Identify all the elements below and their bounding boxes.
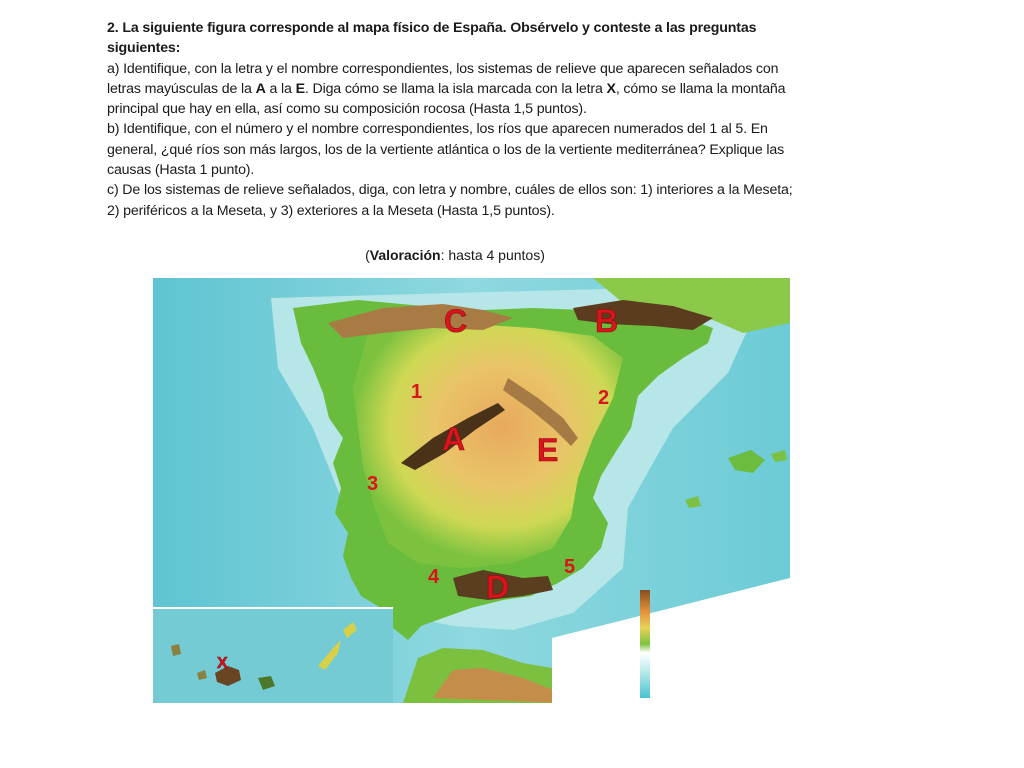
valoracion-line: (Valoración: hasta 4 puntos) bbox=[365, 247, 545, 263]
valoracion-rest: : hasta 4 puntos bbox=[440, 247, 541, 263]
question-part-c: c) De los sistemas de relieve señalados, diga, con letra y nombre, cuáles de ellos son: 1) interiores a la Meseta; 2) periféricos a la Meseta, y 3) exteriores a la Meseta (Hasta 1,5 puntos). bbox=[107, 182, 793, 219]
question-text bbox=[107, 18, 807, 221]
part-a-bold-a: A bbox=[255, 80, 266, 97]
river-number-4: 4 bbox=[428, 566, 440, 588]
label-letter-c: C bbox=[444, 303, 468, 339]
river-number-1: 1 bbox=[411, 381, 423, 403]
river-number-5: 5 bbox=[564, 556, 576, 578]
label-letter-b: B bbox=[595, 303, 619, 339]
label-letter-e: E bbox=[537, 432, 559, 468]
label-letter-d: D bbox=[486, 569, 510, 605]
part-a-text-3: . Diga cómo se llama la isla marcada con la letra bbox=[304, 80, 607, 97]
part-a-bold-e: E bbox=[295, 80, 305, 97]
river-number-3: 3 bbox=[367, 473, 379, 495]
part-a-text-2: a la bbox=[265, 80, 296, 97]
canary-inset bbox=[153, 608, 393, 703]
valoracion-label: Valoración bbox=[369, 247, 441, 263]
physical-map-spain bbox=[153, 278, 790, 703]
part-a-text-1: a) Identifique, con la letra y el nombre correspondientes, los sistemas de relieve que aparecen señalados con letras mayúsculas de la bbox=[107, 60, 779, 97]
elevation-legend-bar bbox=[640, 590, 650, 698]
question-part-b: b) Identifique, con el número y el nombre correspondientes, los ríos que aparecen numerados del 1 al 5. En general, ¿qué ríos son más largos, los de la vertiente atlántica o los de la vertiente mediterránea? Explique las causas (Hasta 1 punto). bbox=[107, 121, 785, 179]
part-a-text-4: , cómo se llama la montaña principal que hay en ella, así como su composición rocosa (Hasta 1,5 puntos). bbox=[107, 80, 786, 118]
river-number-2: 2 bbox=[598, 387, 610, 409]
map-svg bbox=[153, 278, 790, 703]
question-title: 2. La siguiente figura corresponde al mapa físico de España. Obsérvelo y conteste a las preguntas siguientes: bbox=[107, 20, 757, 57]
label-letter-a: A bbox=[442, 421, 466, 457]
part-a-bold-x: X bbox=[606, 80, 616, 97]
question-part-a bbox=[107, 59, 807, 120]
label-letter-x: X bbox=[217, 655, 228, 672]
